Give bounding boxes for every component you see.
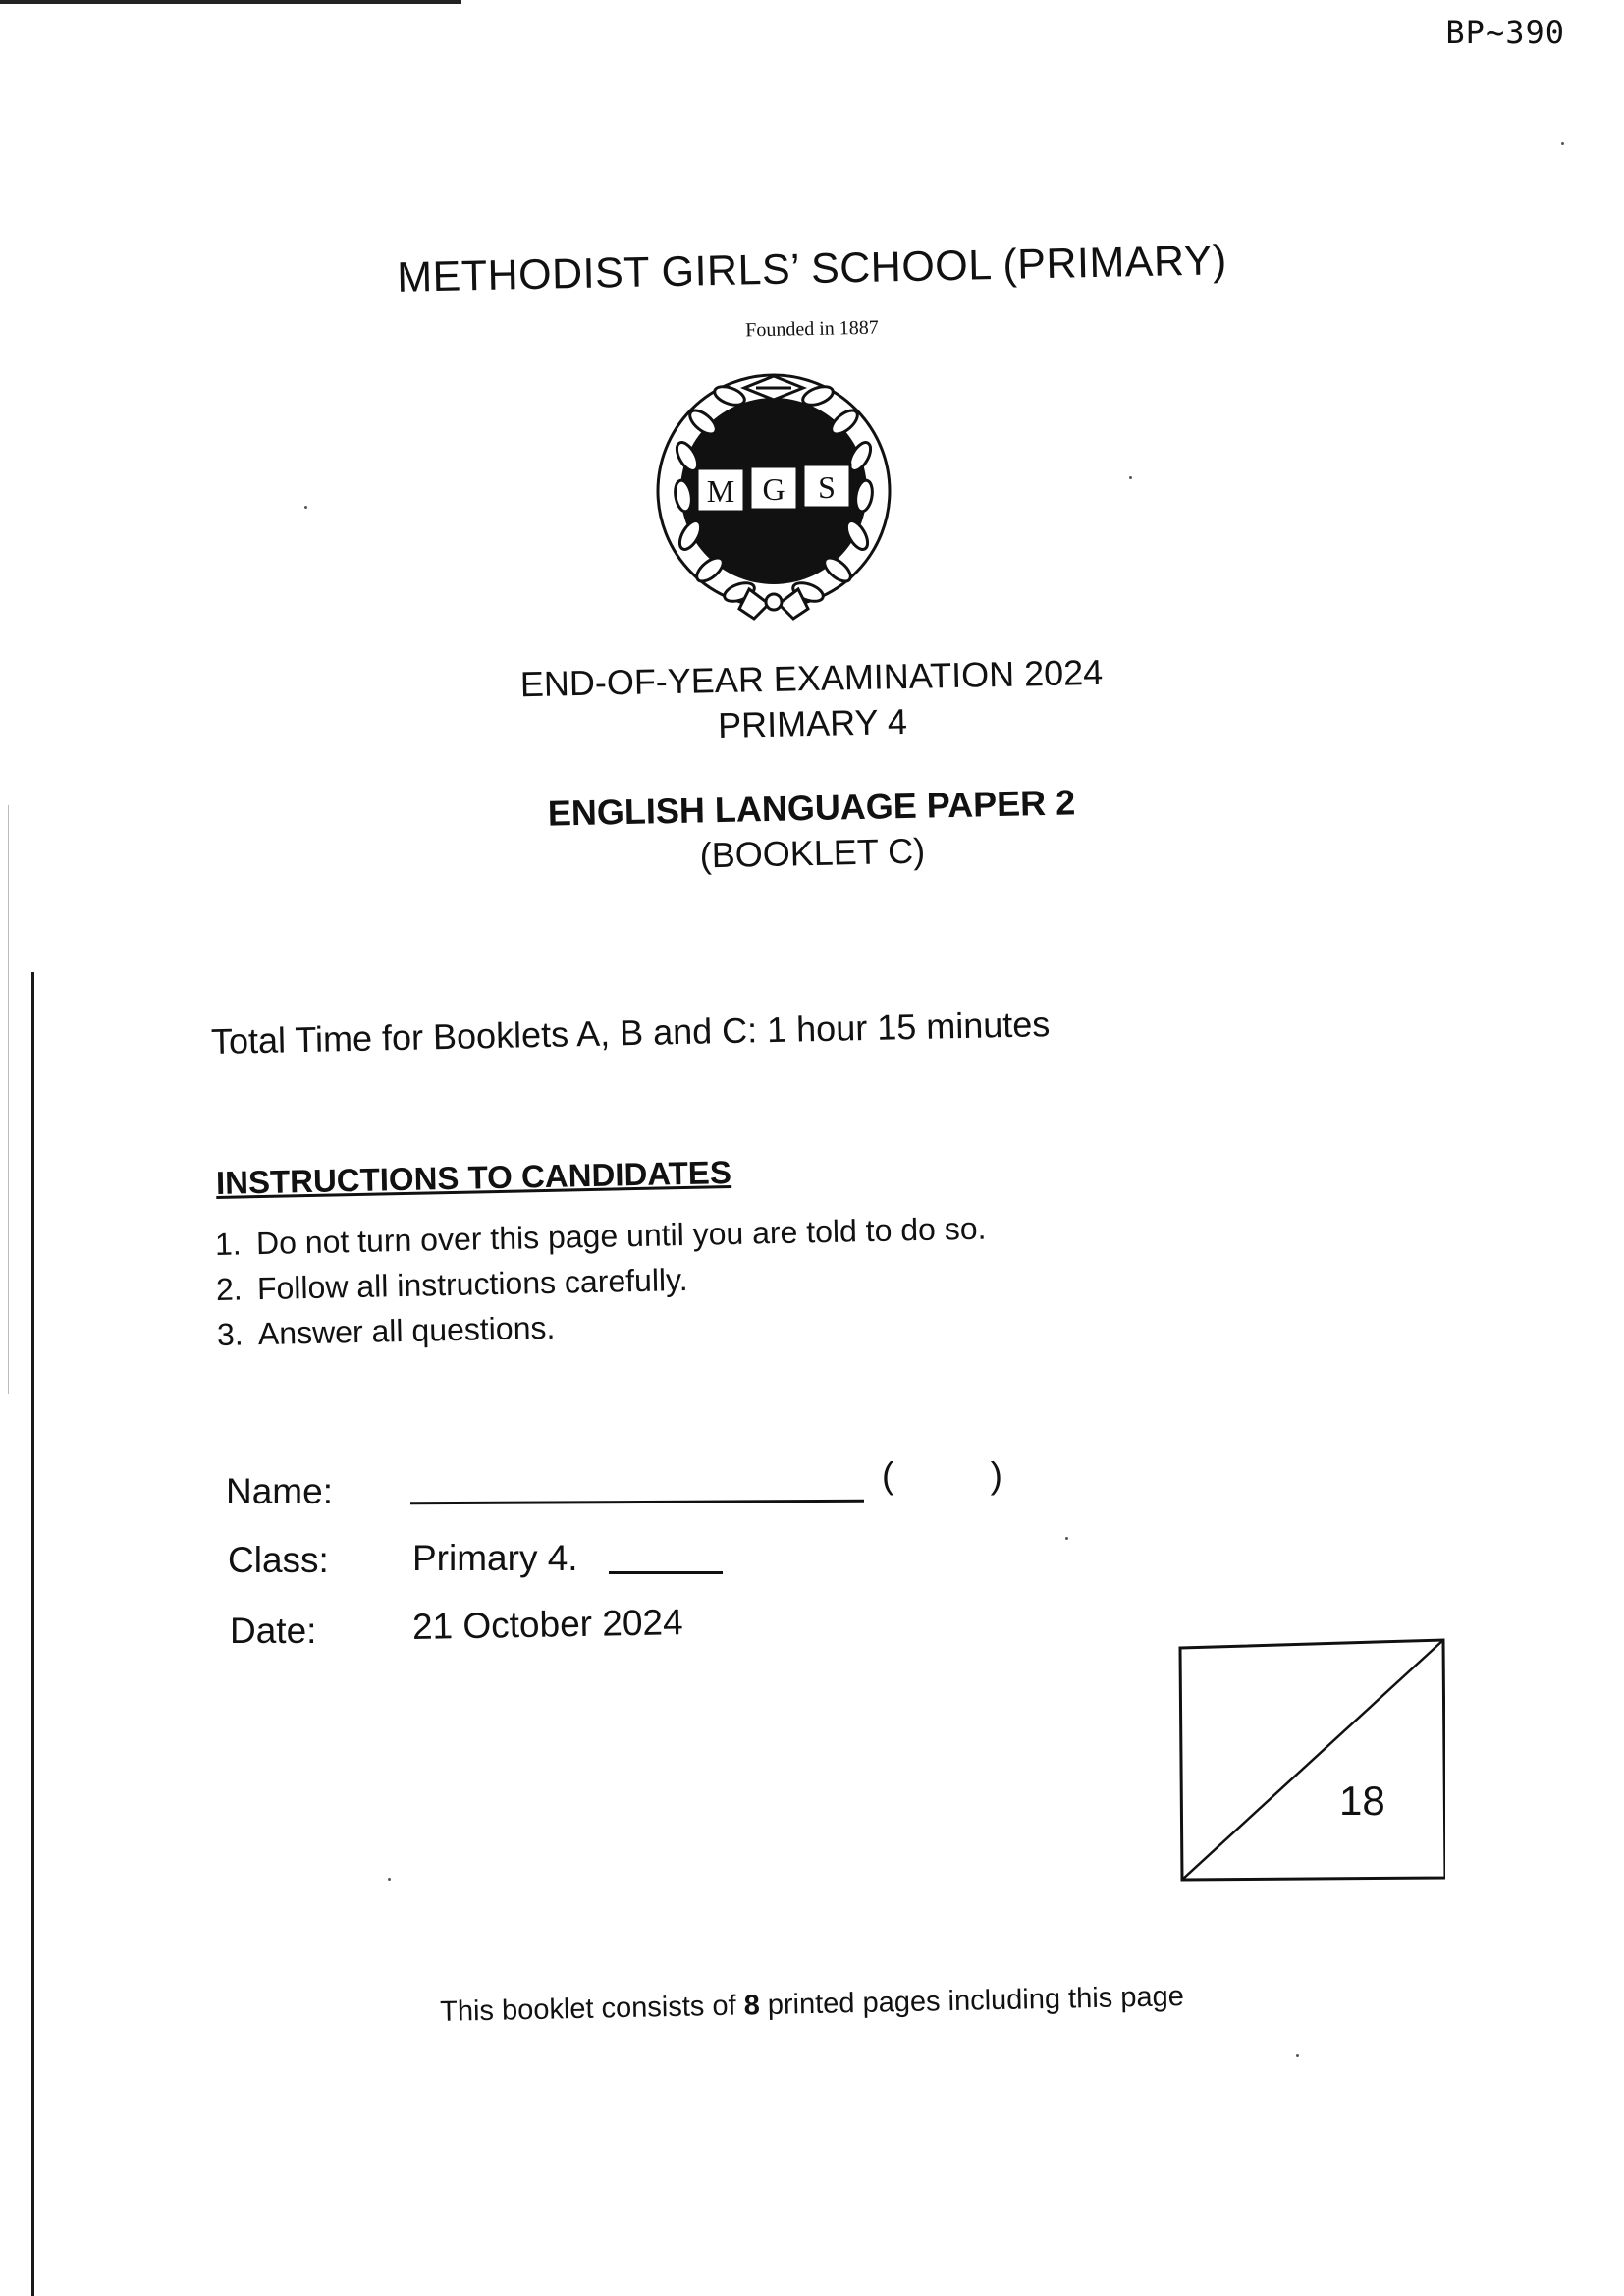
- class-input-line[interactable]: [609, 1571, 723, 1574]
- paper-title: ENGLISH LANGUAGE PAPER 2: [547, 782, 1076, 834]
- school-name: METHODIST GIRLS’ SCHOOL (PRIMARY): [396, 237, 1228, 301]
- paper-title-block: [0, 769, 1624, 894]
- crest-letter: G: [762, 471, 785, 507]
- scan-left-faint-line: [8, 805, 9, 1394]
- footer-page-count: 8: [743, 1990, 761, 2022]
- instructions-heading: INSTRUCTIONS TO CANDIDATES: [215, 1154, 732, 1201]
- scan-speck: [304, 506, 307, 509]
- school-crest-logo: [646, 368, 901, 624]
- instruction-number: 3.: [216, 1316, 244, 1352]
- name-input-line[interactable]: [410, 1500, 864, 1504]
- total-time: Total Time for Booklets A, B and C: 1 hour 15 minutes: [210, 1004, 1051, 1062]
- scan-speck: [388, 1878, 391, 1881]
- document-code: BP~390: [1445, 14, 1565, 51]
- instructions-list: [215, 1206, 989, 1357]
- instruction-number: 2.: [215, 1271, 244, 1307]
- instruction-number: 1.: [214, 1226, 243, 1263]
- instruction-text: Follow all instructions carefully.: [256, 1261, 688, 1307]
- score-total: 18: [1339, 1777, 1385, 1824]
- footer-suffix: printed pages including this page: [767, 1981, 1185, 2021]
- crest-letter: M: [706, 473, 735, 509]
- exam-title: END-OF-YEAR EXAMINATION 2024: [519, 651, 1104, 705]
- instruction-text: Answer all questions.: [257, 1309, 556, 1352]
- register-number-brackets: ( ): [882, 1455, 1046, 1496]
- scan-top-rule: [0, 0, 461, 4]
- founded-year: Founded in 1887: [744, 316, 879, 342]
- exam-level: PRIMARY 4: [717, 700, 908, 746]
- page-count-footer: [0, 1972, 1624, 2039]
- instruction-text: Do not turn over this page until you are told to do so.: [255, 1210, 987, 1262]
- scan-speck: [1296, 2054, 1299, 2057]
- scan-speck: [1065, 1537, 1068, 1540]
- footer-prefix: This booklet consists of: [439, 1990, 736, 2028]
- score-box: [1178, 1638, 1445, 1882]
- date-label: Date:: [230, 1611, 317, 1651]
- crest-letter: S: [818, 469, 836, 505]
- class-label: Class:: [228, 1540, 329, 1580]
- scan-left-margin-line: [31, 972, 34, 2296]
- exam-title-block: [0, 639, 1624, 764]
- name-label: Name:: [226, 1471, 333, 1511]
- booklet-label: (BOOKLET C): [699, 830, 926, 876]
- scan-speck: [1561, 142, 1564, 145]
- scan-speck: [1129, 476, 1132, 479]
- class-value: Primary 4.: [412, 1538, 578, 1578]
- date-value: 21 October 2024: [411, 1602, 683, 1647]
